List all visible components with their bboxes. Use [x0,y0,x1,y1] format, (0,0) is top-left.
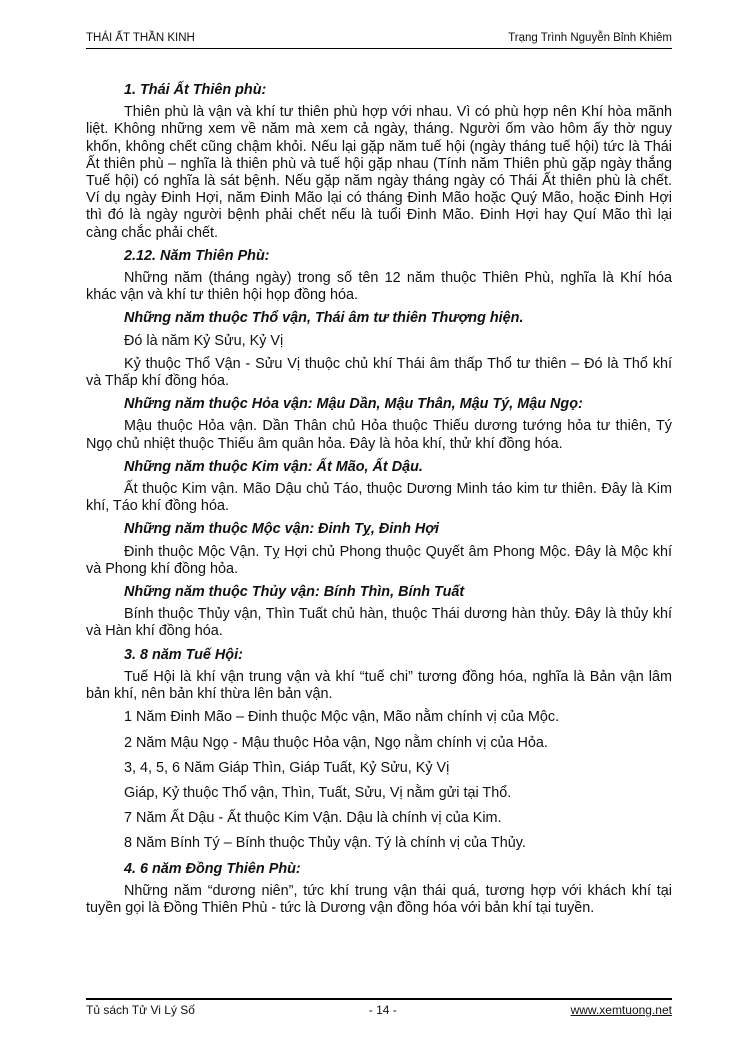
list-item: 2 Năm Mậu Ngọ - Mậu thuộc Hỏa vận, Ngọ nằm chính vị của Hỏa. [124,734,548,751]
section-heading-3: 3. 8 năm Tuế Hội: [124,646,243,663]
page-header [86,32,672,49]
paragraph-7: Đinh thuộc Mộc Vận. Tỵ Hợi chủ Phong thuộc Quyết âm Phong Mộc. Đây là Mộc khí và Phong khí đồng hỏa. [86,543,672,577]
list-item: 1 Năm Đinh Mão – Đinh thuộc Mộc vận, Mão nằm chính vị của Mộc. [124,709,560,726]
subheading-thuy-van: Những năm thuộc Thủy vận: Bính Thìn, Bính Tuất [124,584,465,601]
paragraph-1: Thiên phù là vận và khí tư thiên phù hợp với nhau. Vì có phù hợp nên Khí hòa mãnh liệt. Không những xem về năm mà xem cả ngày, tháng. Người ốm vào hôm ấy thờ nguy khốn, không chết cũng chậm khỏi. Nếu lại gặp năm tuế hội (ngày tháng tuế hội) tức là Thái Ất thiên phù – nghĩa là thiên phù và tuế hội gặp nhau (Tính năm Thiên phù gặp ngày thắng Tuế hội) có nghĩa là sát bệnh. Nếu gặp năm ngày tháng ngày có Thái Ất thiên phù là chết. Ví dụ ngày Đinh Hợi, năm Đinh Mão lại có tháng Đinh Mão hoặc Quý Mão, hoặc Đinh Hợi thì đó là ngày người bệnh phải chết nếu là tuổi Đinh Mão. Đinh Hợi hay Quí Mão thì lại càng chắc phải chết. [86,104,672,241]
page-number: - 14 - [368,1003,397,1017]
section-heading-2: 2.12. Năm Thiên Phù: [124,247,270,264]
section-heading-4: 4. 6 năm Đồng Thiên Phù: [124,860,301,877]
paragraph-9: Tuế Hội là khí vận trung vận và khí “tuế chi” tương đồng hóa, nghĩa là Bản vận lâm bản khí, nên bản khí thừa lên bản vận. [86,668,672,703]
footer-website-link[interactable]: www.xemtuong.net [570,1003,672,1017]
paragraph-5: Mậu thuộc Hỏa vận. Dần Thân chủ Hỏa thuộc Thiếu dương tướng hỏa tư thiên, Tý Ngọ chủ nhiệt thuộc Thiếu âm quân hỏa. Đây là hỏa khí, thử khí đồng hóa. [86,418,672,452]
list-item: 3, 4, 5, 6 Năm Giáp Thìn, Giáp Tuất, Kỷ Sửu, Kỷ Vị [124,759,450,776]
header-author: Trạng Trình Nguyễn Bỉnh Khiêm [508,32,672,44]
list-item: Giáp, Kỷ thuộc Thổ vận, Thìn, Tuất, Sửu, Vị nằm gửi tại Thổ. [124,784,512,801]
paragraph-10: Những năm “dương niên”, tức khí trung vận thái quá, tương hợp với khách khí tại tuyền gọi là Đồng Thiên Phù - tức là Dương vận đồng hóa với bản khí tại tuyền. [86,882,672,916]
page-footer [86,998,672,1017]
paragraph-8: Bính thuộc Thủy vận, Thìn Tuất chủ hàn, thuộc Thái dương hàn thủy. Đây là thủy khí và Hàn khí đồng hóa. [86,606,672,640]
list-item: 7 Năm Ất Dậu - Ất thuộc Kim Vận. Dậu là chính vị của Kim. [124,810,502,827]
section-heading-1: 1. Thái Ất Thiên phù: [124,82,267,98]
subheading-hoa-van: Những năm thuộc Hỏa vận: Mậu Dần, Mậu Thân, Mậu Tý, Mậu Ngọ: [124,396,583,413]
header-book-title: THÁI ẤT THẦN KINH [86,32,195,44]
paragraph-4: Kỷ thuộc Thổ Vận - Sửu Vị thuộc chủ khí Thái âm thấp Thổ tư thiên – Đó là Thổ khí và Thấp khí đồng hóa. [86,355,672,390]
list-item: 8 Năm Bính Tý – Bính thuộc Thủy vận. Tý là chính vị của Thủy. [124,835,526,852]
subheading-tho-van: Những năm thuộc Thổ vận, Thái âm tư thiên Thượng hiện. [124,310,524,327]
footer-collection: Tủ sách Tử Vi Lý Số [86,1003,195,1017]
paragraph-3: Đó là năm Kỷ Sửu, Kỷ Vị [124,332,284,349]
paragraph-2: Những năm (tháng ngày) trong số tên 12 năm thuộc Thiên Phù, nghĩa là Khí hóa khác vận và khí tư thiên hội họp đồng hóa. [86,270,672,304]
subheading-moc-van: Những năm thuộc Mộc vận: Đinh Tỵ, Đinh Hợi [124,521,439,538]
paragraph-6: Ất thuộc Kim vận. Mão Dậu chủ Táo, thuộc Dương Minh táo kim tư thiên. Đây là Kim khí, Táo khí đồng hóa. [86,481,672,515]
subheading-kim-van: Những năm thuộc Kim vận: Ất Mão, Ất Dậu. [124,458,423,475]
page-content [86,82,672,923]
